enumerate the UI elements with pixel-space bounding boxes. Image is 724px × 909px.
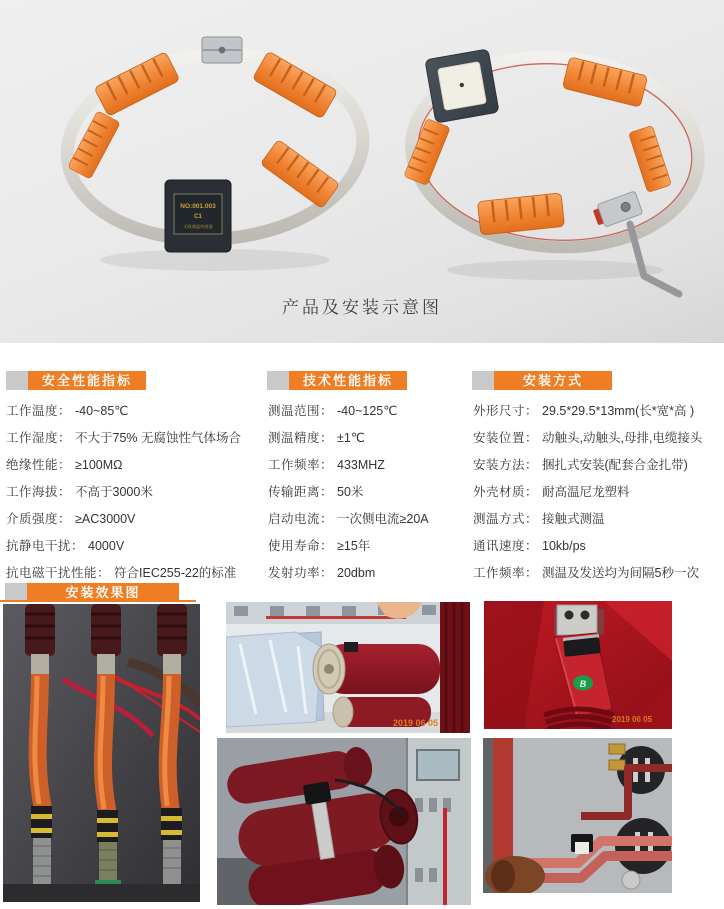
spec-label: 传输距离： bbox=[268, 485, 334, 499]
section-title: 安全性能指标 bbox=[28, 371, 146, 390]
band-buckle bbox=[202, 37, 242, 63]
spec-row bbox=[6, 398, 241, 425]
spec-value: 433MHZ bbox=[337, 458, 385, 472]
spec-row bbox=[6, 533, 241, 560]
hero-caption: 产品及安装示意图 bbox=[282, 298, 442, 317]
metal-bracket bbox=[557, 605, 597, 635]
spec-value: 符合IEC255-22的标准 bbox=[114, 566, 237, 580]
spec-row bbox=[268, 506, 429, 533]
header-gray-block bbox=[472, 371, 494, 390]
spec-label: 外壳材质： bbox=[473, 485, 539, 499]
antenna-module bbox=[425, 49, 499, 123]
spec-value: 耐高温尼龙塑料 bbox=[542, 485, 630, 499]
sensor-box bbox=[303, 781, 332, 805]
header-gray-block bbox=[6, 371, 28, 390]
spec-row bbox=[268, 398, 429, 425]
spec-row bbox=[473, 533, 702, 560]
orange-clip bbox=[94, 52, 180, 117]
sensor-box bbox=[165, 180, 231, 252]
sensor-on-busbar bbox=[571, 834, 593, 854]
spec-label: 测温方式： bbox=[473, 512, 539, 526]
spec-label: 抗电磁干扰性能： bbox=[6, 566, 111, 580]
spec-label: 工作湿度： bbox=[6, 431, 72, 445]
spec-value: ±1℃ bbox=[337, 431, 365, 445]
spec-value: ≥100MΩ bbox=[75, 458, 123, 472]
orange-clip bbox=[628, 125, 671, 192]
spec-list-technical bbox=[268, 398, 429, 587]
spec-value: 29.5*29.5*13mm(长*宽*高 ) bbox=[542, 404, 695, 418]
spec-value: 测温及发送均为间隔5秒一次 bbox=[542, 566, 699, 580]
spec-label: 发射功率： bbox=[268, 566, 334, 580]
gallery-header-underline bbox=[0, 600, 196, 602]
spec-value: 动触头,动触头,母排,电缆接头 bbox=[542, 431, 703, 445]
spec-row bbox=[473, 452, 702, 479]
spec-row bbox=[6, 479, 241, 506]
spec-row bbox=[473, 560, 702, 587]
spec-label: 安装方法： bbox=[473, 458, 539, 472]
spec-label: 通讯速度： bbox=[473, 539, 539, 553]
photo-timestamp: 2019 06 05 bbox=[393, 718, 439, 728]
photo-breaker-poles-with-sensor bbox=[217, 738, 471, 905]
spec-row bbox=[473, 398, 702, 425]
spec-row bbox=[268, 425, 429, 452]
spec-list-safety bbox=[6, 398, 241, 587]
product-photo-right-ring bbox=[395, 22, 724, 322]
spec-label: 外形尺寸： bbox=[473, 404, 539, 418]
spec-label: 安装位置： bbox=[473, 431, 539, 445]
orange-clip bbox=[477, 193, 564, 235]
spec-row bbox=[6, 506, 241, 533]
photo-breaker-pole-assembly bbox=[226, 602, 470, 733]
section-title: 安装方式 bbox=[494, 371, 612, 390]
spec-label: 启动电流： bbox=[268, 512, 334, 526]
spec-label: 介质强度： bbox=[6, 512, 72, 526]
spec-row bbox=[473, 479, 702, 506]
photo-contact-arm-sensor bbox=[484, 601, 672, 729]
spec-list-install bbox=[473, 398, 702, 587]
photo-cable-terminations bbox=[3, 604, 200, 902]
spec-value: 接触式测温 bbox=[542, 512, 605, 526]
spec-label: 测温精度： bbox=[268, 431, 334, 445]
spec-row bbox=[268, 479, 429, 506]
spec-value: -40~85℃ bbox=[75, 404, 129, 418]
spec-label: 测温范围： bbox=[268, 404, 334, 418]
photo-timestamp: 2019 06 05 bbox=[612, 715, 653, 724]
spec-value: 4000V bbox=[88, 539, 125, 553]
spec-label: 工作频率： bbox=[473, 566, 539, 580]
section-header-safety bbox=[6, 371, 146, 390]
band-buckle bbox=[591, 191, 642, 229]
spec-label: 工作温度： bbox=[6, 404, 72, 418]
phase-label: B bbox=[579, 679, 587, 689]
spec-value: 一次侧电流≥20A bbox=[337, 512, 429, 526]
spec-value: 20dbm bbox=[337, 566, 376, 580]
orange-clip bbox=[260, 139, 339, 208]
spec-label: 使用寿命： bbox=[268, 539, 334, 553]
sensor-label-line1: NO:001.003 bbox=[180, 203, 216, 210]
sensor-label-line2: C1 bbox=[194, 214, 202, 220]
spec-value: 捆扎式安装(配套合金扎带) bbox=[542, 458, 688, 472]
sensor-label-line3: 无线测温传感器 bbox=[183, 224, 213, 229]
spec-value: 10kb/ps bbox=[542, 539, 586, 553]
section-header-technical bbox=[267, 371, 407, 390]
spec-value: 不大于75% 无腐蚀性气体场合 bbox=[75, 431, 242, 445]
spec-value: ≥15年 bbox=[337, 539, 371, 553]
spec-label: 抗静电干扰： bbox=[6, 539, 85, 553]
spec-label: 工作海拔： bbox=[6, 485, 72, 499]
header-gray-block bbox=[267, 371, 289, 390]
spec-value: -40~125℃ bbox=[337, 404, 398, 418]
spec-value: 50米 bbox=[337, 485, 364, 499]
wrapped-equipment bbox=[226, 632, 324, 727]
spec-label: 工作频率： bbox=[268, 458, 334, 472]
ring-shadow bbox=[447, 260, 663, 280]
section-title: 安装效果图 bbox=[27, 583, 179, 602]
section-title: 技术性能指标 bbox=[289, 371, 407, 390]
photo-busbar-cabinet bbox=[483, 738, 672, 893]
product-photo-area bbox=[0, 0, 724, 343]
spec-row bbox=[473, 425, 702, 452]
spec-row bbox=[473, 506, 702, 533]
cabinet-window bbox=[417, 750, 459, 780]
spec-row bbox=[268, 533, 429, 560]
spec-row bbox=[268, 560, 429, 587]
spec-row bbox=[268, 452, 429, 479]
spec-value: 不高于3000米 bbox=[75, 485, 153, 499]
spec-row bbox=[6, 425, 241, 452]
spec-row bbox=[6, 452, 241, 479]
product-photo-left-ring bbox=[50, 22, 380, 290]
spec-value: ≥AC3000V bbox=[75, 512, 136, 526]
section-header-install bbox=[472, 371, 612, 390]
spec-label: 绝缘性能： bbox=[6, 458, 72, 472]
sensor-clamp bbox=[563, 634, 601, 657]
